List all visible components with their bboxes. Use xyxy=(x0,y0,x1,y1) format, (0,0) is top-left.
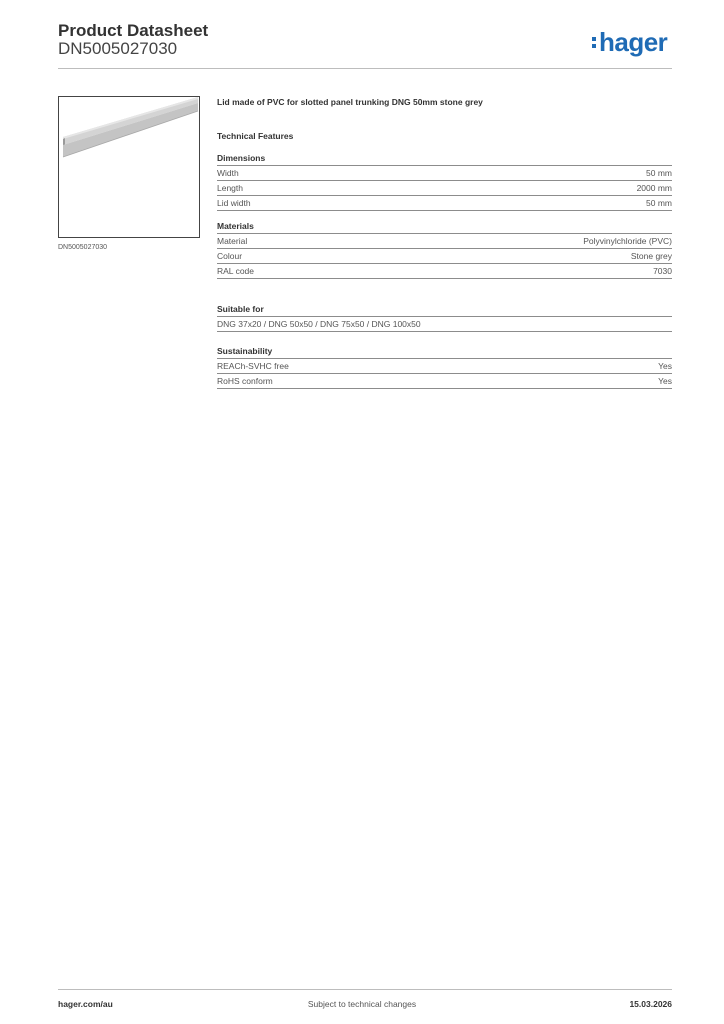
product-code-header: DN5005027030 xyxy=(58,39,178,58)
row-label: Colour xyxy=(217,251,243,261)
row-value: Stone grey xyxy=(630,251,672,261)
suitable-for-section xyxy=(217,303,672,332)
row-label: Lid width xyxy=(217,198,251,208)
row-label: REACh-SVHC free xyxy=(217,361,289,371)
datasheet-content xyxy=(217,95,672,389)
row-value: Yes xyxy=(658,361,672,371)
page-title: Product Datasheet xyxy=(58,21,209,40)
technical-features-heading: Technical Features xyxy=(217,131,294,141)
table-row xyxy=(217,166,672,181)
row-label: RAL code xyxy=(217,266,255,276)
table-row xyxy=(217,359,672,374)
table-row xyxy=(217,196,672,211)
table-row xyxy=(217,264,672,279)
hager-logo xyxy=(592,27,667,58)
table-row xyxy=(217,181,672,196)
section-title: Sustainability xyxy=(217,345,672,359)
image-caption: DN5005027030 xyxy=(58,244,108,251)
logo-text: hager xyxy=(599,27,668,57)
row-label: Material xyxy=(217,236,248,246)
row-label: Width xyxy=(217,168,239,178)
row-label: Length xyxy=(217,183,243,193)
table-row xyxy=(217,249,672,264)
row-value: 50 mm xyxy=(646,198,672,208)
product-description: Lid made of PVC for slotted panel trunking DNG 50mm stone grey xyxy=(217,97,483,107)
section-title: Dimensions xyxy=(217,152,672,166)
row-value: 7030 xyxy=(653,266,672,276)
sustainability-section xyxy=(217,345,672,389)
table-row xyxy=(217,317,672,332)
row-value: Polyvinylchloride (PVC) xyxy=(583,236,672,246)
header-divider xyxy=(58,68,672,69)
footer-date: 15.03.2026 xyxy=(629,999,672,1009)
section-title: Materials xyxy=(217,220,672,234)
table-row xyxy=(217,374,672,389)
row-value: Yes xyxy=(658,376,672,386)
footer-notice: Subject to technical changes xyxy=(307,999,417,1009)
footer-website: hager.com/au xyxy=(58,999,113,1009)
row-value: 50 mm xyxy=(646,168,672,178)
trunking-lid-icon xyxy=(59,97,199,237)
row-value: 2000 mm xyxy=(636,183,672,193)
section-title: Suitable for xyxy=(217,303,672,317)
row-label: RoHS conform xyxy=(217,376,273,386)
suitable-for-text: DNG 37x20 / DNG 50x50 / DNG 75x50 / DNG 100x50 xyxy=(217,319,421,329)
table-row xyxy=(217,234,672,249)
footer-divider xyxy=(58,989,672,990)
product-image xyxy=(58,96,200,238)
materials-section xyxy=(217,220,672,279)
logo-dots-icon xyxy=(592,32,597,50)
dimensions-section xyxy=(217,152,672,211)
